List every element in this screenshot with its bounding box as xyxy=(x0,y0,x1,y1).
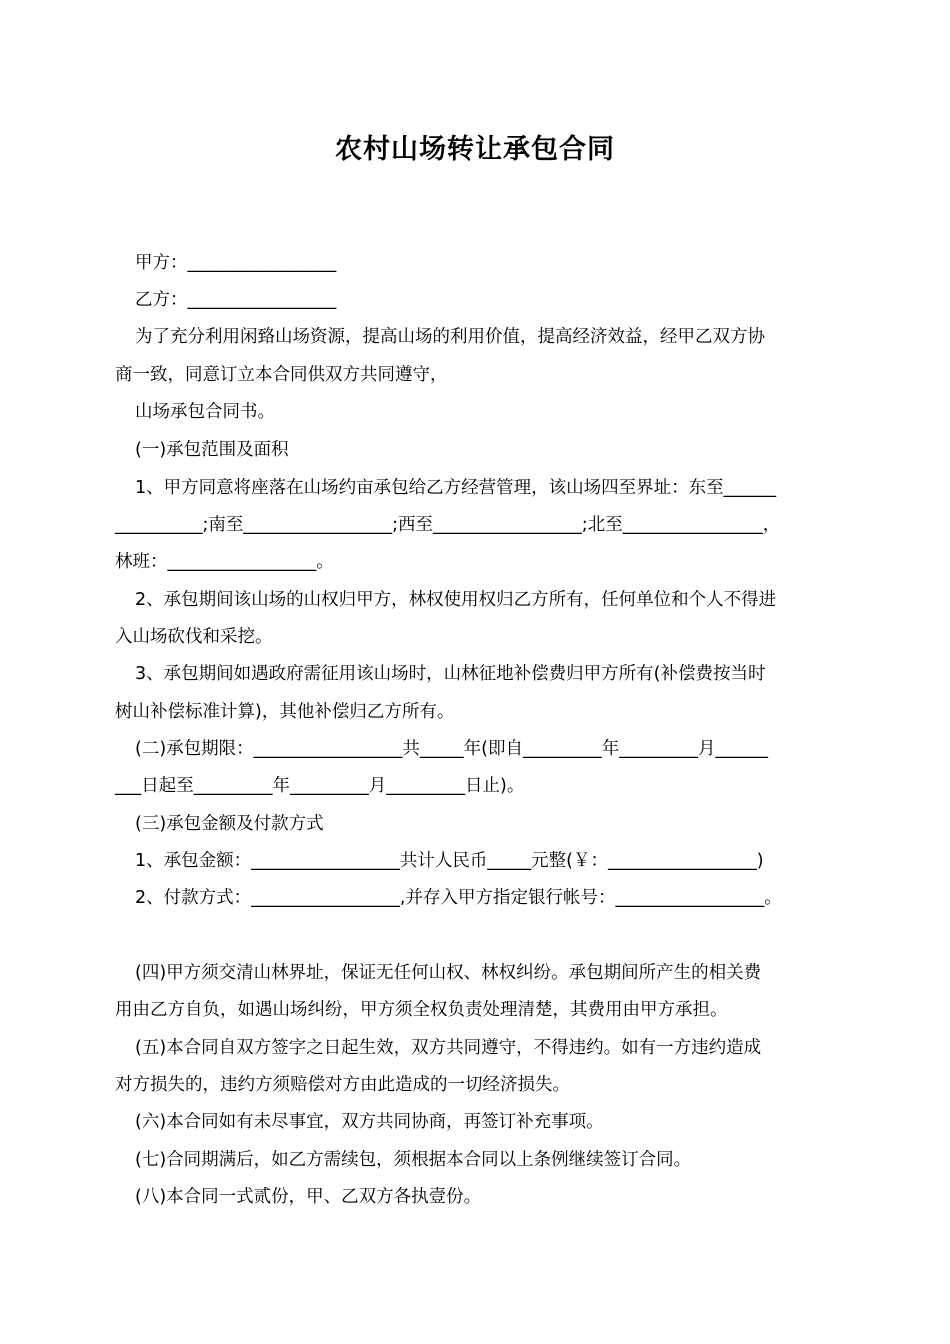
section-8-line: (八)本合同一式贰份，甲、乙双方各执壹份。 xyxy=(135,1187,482,1207)
intro-paragraph-line-1: 为了充分利用闲臵山场资源，提高山场的利用价值，提高经济效益，经甲乙双方协 xyxy=(135,327,765,347)
section-2-line-2: ___日起至_________年_________月_________日止)。 xyxy=(115,776,525,796)
clause-3-1-line: 1、承包金额：_________________共计人民币_____元整(￥：_________________) xyxy=(135,851,764,871)
clause-1-1-line-1: 1、甲方同意将座落在山场约亩承包给乙方经营管理，该山场四至界址：东至______ xyxy=(135,478,777,498)
section-6-line: (六)本合同如有未尽事宜，双方共同协商，再签订补充事项。 xyxy=(135,1112,604,1132)
clause-1-2-line-1: 2、承包期间该山场的山权归甲方，林权使用权归乙方所有，任何单位和个人不得进 xyxy=(135,590,777,610)
clause-1-3-line-2: 树山补偿标准计算)，其他补偿归乙方所有。 xyxy=(115,702,455,722)
clause-1-3-line-1: 3、承包期间如遇政府需征用该山场时，山林征地补偿费归甲方所有(补偿费按当时 xyxy=(135,664,766,684)
section-5-line-1: (五)本合同自双方签字之日起生效，双方共同遵守，不得违约。如有一方违约造成 xyxy=(135,1038,762,1058)
section-4-line-1: (四)甲方须交清山林界址，保证无任何山权、林权纠纷。承包期间所产生的相关费 xyxy=(135,963,762,983)
clause-1-2-line-2: 入山场砍伐和采挖。 xyxy=(115,627,273,647)
party-a-line: 甲方：_________________ xyxy=(135,253,337,273)
clause-1-1-line-2: __________;南至_________________;西至_________________;北至________________， xyxy=(115,515,781,535)
section-2-line-1: (二)承包期限：_________________共_____年(即自_________年_________月______ xyxy=(135,739,768,759)
section-3-heading: (三)承包金额及付款方式 xyxy=(135,814,324,834)
clause-1-1-line-3: 林班：_________________。 xyxy=(115,552,334,572)
section-4-line-2: 用由乙方自负，如遇山场纠纷，甲方须全权负责处理清楚，其费用由甲方承担。 xyxy=(115,1000,728,1020)
clause-3-2-line: 2、付款方式：_________________,并存入甲方指定银行帐号：_________________。 xyxy=(135,888,782,908)
document-title: 农村山场转让承包合同 xyxy=(335,134,615,165)
contract-book-line: 山场承包合同书。 xyxy=(135,402,275,422)
section-5-line-2: 对方损失的，违约方须赔偿对方由此造成的一切经济损失。 xyxy=(115,1075,570,1095)
section-1-heading: (一)承包范围及面积 xyxy=(135,440,289,460)
party-b-line: 乙方：_________________ xyxy=(135,290,337,310)
section-7-line: (七)合同期满后，如乙方需续包，须根据本合同以上条例继续签订合同。 xyxy=(135,1150,692,1170)
intro-paragraph-line-2: 商一致，同意订立本合同供双方共同遵守， xyxy=(115,365,448,385)
